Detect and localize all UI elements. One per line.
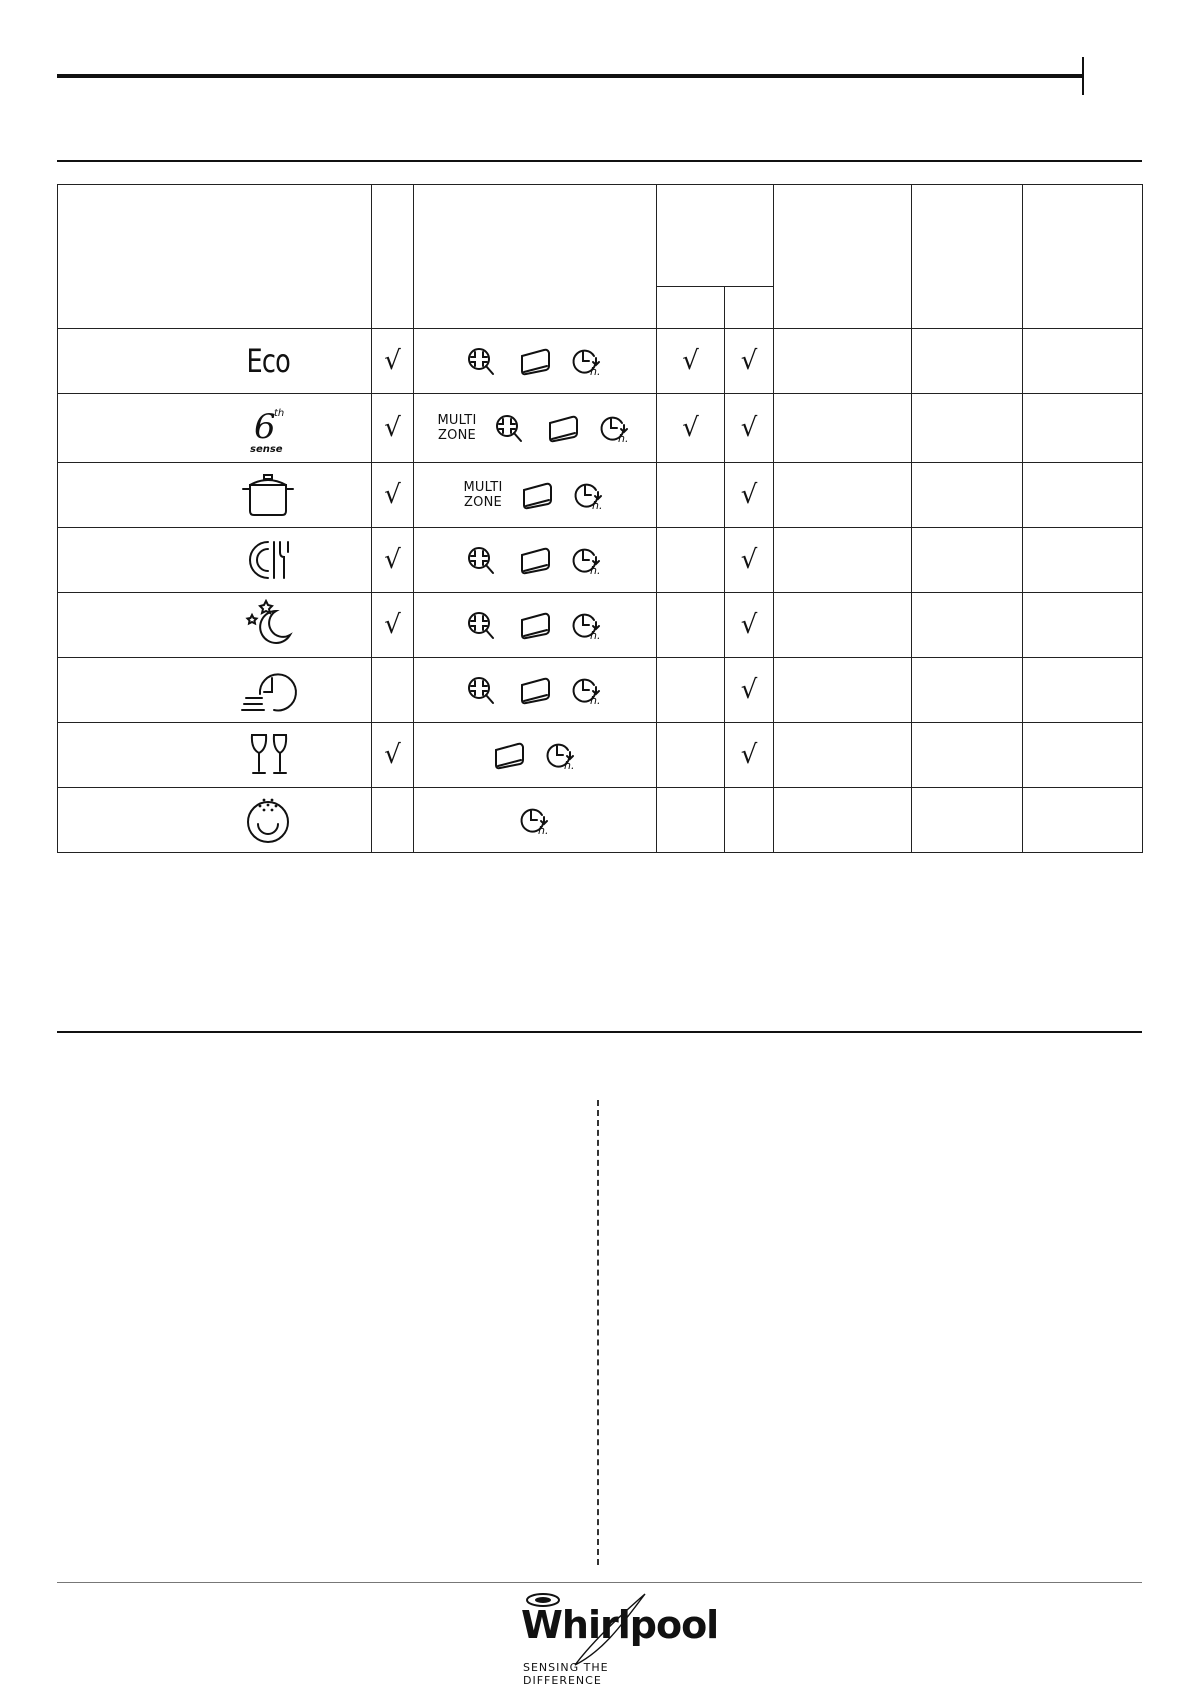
header-cell-5	[774, 185, 912, 329]
check-mark: √	[740, 740, 758, 770]
value-cell-6	[912, 723, 1023, 788]
moon-stars-icon	[238, 599, 298, 651]
options-cell	[414, 658, 657, 723]
header-cell-4a	[657, 287, 725, 329]
extra-dry-icon	[466, 545, 500, 575]
program-row-prewash	[58, 788, 1143, 853]
value-cell-5	[774, 658, 912, 723]
svg-text:6: 6	[254, 407, 276, 447]
options-cell	[414, 329, 657, 394]
value-cell-6	[912, 329, 1023, 394]
column-separator	[597, 1100, 599, 1565]
delay-start-icon	[570, 675, 604, 705]
value-cell-7	[1023, 528, 1143, 593]
delay-start-icon	[598, 413, 632, 443]
half-load-icon	[518, 610, 552, 640]
half-load-icon	[546, 413, 580, 443]
eco-program-label: Eco	[246, 342, 290, 380]
quick-wash-icon	[238, 664, 298, 716]
header-cell-program	[58, 185, 372, 329]
check-cell	[372, 329, 414, 394]
check-mark: √	[384, 545, 401, 575]
multizone-label	[438, 413, 477, 443]
footer-rule	[57, 1582, 1142, 1583]
check-cell-4a	[657, 528, 725, 593]
half-load-icon	[518, 545, 552, 575]
table-header-row	[58, 185, 1143, 287]
check-mark: √	[740, 480, 758, 510]
program-cell	[58, 394, 372, 463]
value-cell-5	[774, 463, 912, 528]
svg-text:sense: sense	[250, 444, 283, 454]
check-cell-4a	[657, 723, 725, 788]
header-cell-4b	[725, 287, 774, 329]
program-cell	[58, 593, 372, 658]
check-cell-4b	[725, 463, 774, 528]
options-cell	[414, 788, 657, 853]
value-cell-5	[774, 593, 912, 658]
value-cell-7	[1023, 723, 1143, 788]
header-cell-4	[657, 185, 774, 287]
options-cell	[414, 723, 657, 788]
plate-cutlery-icon	[238, 534, 298, 586]
header-rule-tick	[1082, 57, 1084, 95]
check-cell-4b	[725, 329, 774, 394]
multizone-line1: MULTI	[463, 480, 503, 495]
value-cell-7	[1023, 329, 1143, 394]
value-cell-5	[774, 788, 912, 853]
value-cell-6	[912, 593, 1023, 658]
half-load-icon	[492, 740, 526, 770]
value-cell-6	[912, 528, 1023, 593]
check-cell	[372, 528, 414, 593]
delay-start-icon	[518, 805, 552, 835]
check-mark: √	[740, 346, 758, 376]
section-divider-1	[57, 160, 1142, 162]
check-cell	[372, 658, 414, 723]
check-cell	[372, 723, 414, 788]
header-cell-2	[372, 185, 414, 329]
value-cell-6	[912, 463, 1023, 528]
value-cell-5	[774, 723, 912, 788]
check-mark: √	[682, 413, 699, 443]
check-mark: √	[740, 413, 758, 443]
program-row-crystal	[58, 723, 1143, 788]
value-cell-7	[1023, 658, 1143, 723]
svg-text:h.: h.	[590, 694, 601, 705]
check-cell-4b	[725, 394, 774, 463]
check-mark: √	[384, 740, 401, 770]
svg-text:th: th	[274, 408, 285, 419]
svg-text:h.: h.	[538, 824, 549, 835]
check-cell	[372, 463, 414, 528]
delay-start-icon	[570, 545, 604, 575]
check-mark: √	[740, 545, 758, 575]
check-mark: √	[740, 675, 758, 705]
pot-icon	[238, 469, 298, 521]
header-cell-6	[912, 185, 1023, 329]
multizone-line1: MULTI	[437, 413, 477, 428]
header-cell-options	[414, 185, 657, 329]
check-cell	[372, 394, 414, 463]
extra-dry-icon	[494, 413, 528, 443]
value-cell-7	[1023, 593, 1143, 658]
options-cell	[414, 593, 657, 658]
svg-text:h.: h.	[590, 629, 601, 640]
program-cell	[58, 788, 372, 853]
svg-text:h.: h.	[590, 365, 601, 376]
program-cell	[58, 463, 372, 528]
extra-dry-icon	[466, 610, 500, 640]
check-mark: √	[384, 413, 401, 443]
whirlpool-logo	[515, 1590, 719, 1687]
program-table	[57, 184, 1143, 853]
extra-dry-icon	[466, 675, 500, 705]
value-cell-7	[1023, 788, 1143, 853]
value-cell-6	[912, 788, 1023, 853]
check-mark: √	[384, 346, 401, 376]
logo-tagline: SENSING THE DIFFERENCE	[523, 1661, 609, 1687]
check-cell	[372, 788, 414, 853]
value-cell-7	[1023, 463, 1143, 528]
program-row-eco	[58, 329, 1143, 394]
svg-text:h.: h.	[592, 499, 603, 510]
check-cell-4a	[657, 658, 725, 723]
check-mark: √	[384, 610, 401, 640]
check-cell-4a	[657, 788, 725, 853]
half-load-icon	[518, 675, 552, 705]
check-cell-4a	[657, 394, 725, 463]
delay-start-icon	[570, 346, 604, 376]
program-row-daily	[58, 528, 1143, 593]
value-cell-6	[912, 658, 1023, 723]
check-cell-4b	[725, 788, 774, 853]
delay-start-icon	[572, 480, 606, 510]
value-cell-5	[774, 329, 912, 394]
sixth-sense-icon	[238, 402, 298, 454]
program-cell	[58, 658, 372, 723]
options-cell	[414, 463, 657, 528]
svg-text:h.: h.	[590, 564, 601, 575]
check-mark: √	[384, 480, 401, 510]
value-cell-7	[1023, 394, 1143, 463]
program-row-night	[58, 593, 1143, 658]
check-cell-4a	[657, 329, 725, 394]
check-cell	[372, 593, 414, 658]
options-cell	[414, 394, 657, 463]
wine-glasses-icon	[238, 729, 298, 781]
program-row-6th-sense	[58, 394, 1143, 463]
header-cell-7	[1023, 185, 1143, 329]
header-rule	[57, 74, 1082, 78]
options-cell	[414, 528, 657, 593]
program-cell	[58, 329, 372, 394]
delay-start-icon	[544, 740, 578, 770]
half-load-icon	[520, 480, 554, 510]
multizone-label	[464, 480, 503, 510]
svg-text:h.: h.	[564, 759, 575, 770]
multizone-line2: ZONE	[438, 428, 476, 443]
program-row-fast	[58, 658, 1143, 723]
check-cell-4a	[657, 463, 725, 528]
program-row-intensive	[58, 463, 1143, 528]
half-load-icon	[518, 346, 552, 376]
logo-wordmark: Whirlpool	[521, 1603, 719, 1647]
program-cell	[58, 723, 372, 788]
check-cell-4a	[657, 593, 725, 658]
check-cell-4b	[725, 723, 774, 788]
program-cell	[58, 528, 372, 593]
delay-start-icon	[570, 610, 604, 640]
svg-text:h.: h.	[618, 432, 629, 443]
multizone-line2: ZONE	[464, 495, 502, 510]
check-cell-4b	[725, 658, 774, 723]
value-cell-6	[912, 394, 1023, 463]
check-mark: √	[682, 346, 699, 376]
value-cell-5	[774, 528, 912, 593]
check-cell-4b	[725, 593, 774, 658]
prewash-icon	[238, 794, 298, 846]
check-cell-4b	[725, 528, 774, 593]
check-mark: √	[740, 610, 758, 640]
section-divider-2	[57, 1031, 1142, 1033]
extra-dry-icon	[466, 346, 500, 376]
value-cell-5	[774, 394, 912, 463]
